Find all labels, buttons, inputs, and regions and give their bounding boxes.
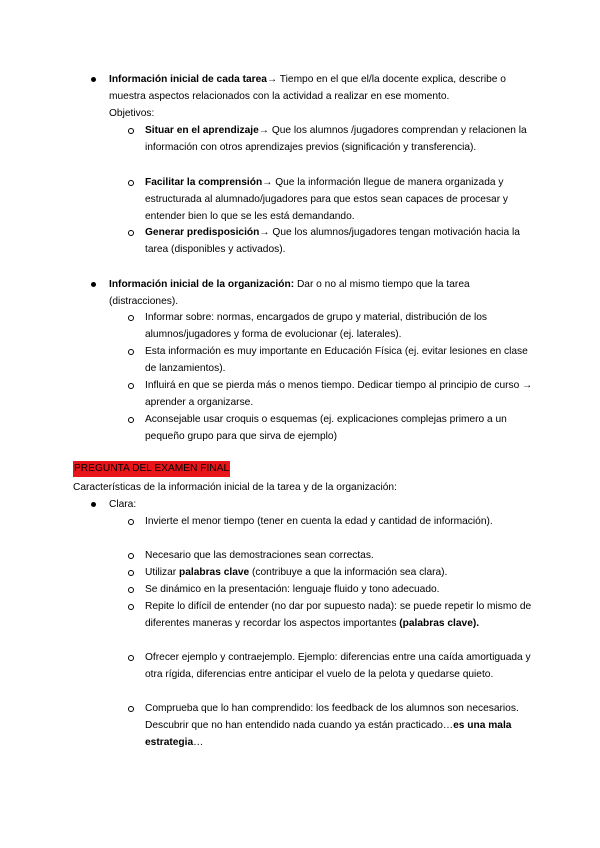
text-bold: es una mala estrategia — [145, 720, 512, 748]
bullet-ring-icon — [128, 655, 134, 661]
objetivo-title: Situar en el aprendizaje — [145, 125, 259, 136]
objetivo-title: Generar predisposición — [145, 227, 260, 238]
arrow: → — [266, 74, 278, 85]
text-part: Comprueba que lo han comprendido: los feedback de los alumnos son necesarios. — [145, 703, 519, 714]
objetivo-text: Que los alumnos /jugadores comprendan y relacionen la información con otros aprendizajes previos (significación y transferencia). — [145, 125, 527, 153]
section-text: Tiempo en el que el/la docente explica, describe o muestra aspectos relacionados con la actividad a realizar en ese momento. — [109, 74, 506, 102]
section-heading: Información inicial de la organización: — [109, 279, 295, 290]
list-item — [145, 598, 535, 632]
section-text: Dar o no al mismo tiempo que la tarea (distracciones). — [109, 279, 470, 307]
section-info-tarea — [109, 71, 534, 122]
exam-intro: Características de la información inicial de la tarea y de la organización: — [73, 482, 397, 493]
arrow: → — [258, 125, 269, 136]
list-item: Ofrecer ejemplo y contraejemplo. Ejemplo: diferencias entre una caída amortiguada y otra rígida, diferencias entre anticipar el vuelo de la pelota y quedarse quieto. — [145, 652, 531, 680]
text-bold: palabras clave — [178, 567, 250, 578]
list-item: Esta información es muy importante en Educación Física (ej. evitar lesiones en clase de lanzamientos). — [145, 346, 528, 374]
bullet-ring-icon — [128, 383, 134, 389]
list-item — [145, 564, 535, 581]
arrow: → — [262, 177, 273, 188]
list-item: Necesario que las demostraciones sean correctas. — [145, 550, 374, 561]
objetivos-label: Objetivos: — [109, 108, 155, 119]
bullet-ring-icon — [128, 315, 134, 321]
list-item: Aconsejable usar croquis o esquemas (ej. explicaciones complejas primero a un pequeño grupo para que sirva de ejemplo) — [145, 414, 507, 442]
arrow: → — [259, 227, 270, 238]
bullet-dot-icon — [91, 77, 96, 82]
section-heading: Información inicial de cada tarea — [109, 74, 267, 85]
text-part — [145, 717, 535, 751]
objetivo-text: Que los alumnos/jugadores tengan motivación hacia la tarea (disponibles y activados). — [145, 227, 520, 255]
text-part: Utilizar — [145, 567, 179, 578]
bullet-ring-icon — [128, 128, 134, 134]
bullet-ring-icon — [128, 587, 134, 593]
bullet-ring-icon — [128, 180, 134, 186]
section-info-organizacion — [109, 276, 534, 310]
list-item — [145, 700, 535, 751]
list-item: Influirá en que se pierda más o menos tiempo. Dedicar tiempo al principio de curso → aprender a organizarse. — [145, 380, 533, 408]
text-part: Descubrir que no han entendido nada cuando ya están practicado… — [145, 720, 454, 731]
bullet-ring-icon — [128, 706, 134, 712]
objetivo-item — [145, 174, 535, 225]
bullet-ring-icon — [128, 417, 134, 423]
bullet-dot-icon — [91, 502, 96, 507]
list-item: Se dinámico en la presentación: lenguaje fluido y tono adecuado. — [145, 584, 440, 595]
objetivo-text: Que la información llegue de manera organizada y estructurada al alumnado/jugadores para que estos sean capaces de procesar y entender bien lo que se les está demandando. — [145, 177, 509, 222]
text-part: … — [193, 737, 204, 748]
bullet-dot-icon — [91, 282, 96, 287]
bullet-ring-icon — [128, 604, 134, 610]
objetivo-title: Facilitar la comprensión — [145, 177, 263, 188]
bullet-ring-icon — [128, 570, 134, 576]
text-bold: (palabras clave). — [399, 618, 480, 629]
list-item: Invierte el menor tiempo (tener en cuenta la edad y cantidad de información). — [145, 516, 493, 527]
list-item: Informar sobre: normas, encargados de grupo y material, distribución de los alumnos/jugadores y forma de evolucionar (ej. laterales). — [145, 312, 488, 340]
text-part: (contribuye a que la información sea clara). — [249, 567, 448, 578]
text-part: Repite lo difícil de entender (no dar por supuesto nada): se puede repetir lo mismo de diferentes maneras y recordar los aspectos importantes — [145, 601, 532, 629]
bullet-ring-icon — [128, 349, 134, 355]
objetivo-item — [145, 224, 535, 258]
clara-label: Clara: — [109, 499, 137, 510]
objetivo-item — [145, 122, 535, 156]
bullet-ring-icon — [128, 519, 134, 525]
bullet-ring-icon — [128, 553, 134, 559]
bullet-ring-icon — [128, 230, 134, 236]
exam-highlight-tag: PREGUNTA DEL EXAMEN FINAL — [73, 461, 230, 477]
